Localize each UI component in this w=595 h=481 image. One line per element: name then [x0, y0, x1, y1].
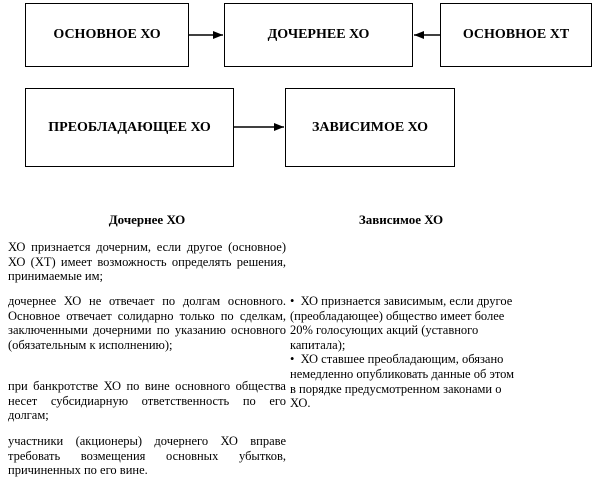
list-item [290, 352, 522, 410]
left-paragraph-1: ХО признается дочерним, если другое (основное) ХО (ХТ) имеет возможность определять решения, принимаемые им; [8, 240, 286, 284]
bullet-icon: • [290, 352, 295, 367]
right-column-title: Зависимое ХО [358, 212, 444, 227]
node-subsidiary-xo-label: ДОЧЕРНЕЕ ХО [267, 27, 370, 42]
left-paragraph-4: участники (акционеры) дочернего ХО вправе требовать возмещения основных убытков, причиненных по его вине. [8, 434, 286, 478]
diagram-arrows [0, 0, 595, 200]
node-main-xo-label: ОСНОВНОЕ ХО [53, 27, 161, 42]
list-item [290, 294, 522, 352]
bullet-icon: • [290, 294, 295, 308]
node-dominant-xo-label: ПРЕОБЛАДАЮЩЕЕ ХО [48, 119, 211, 135]
node-dependent-xo-label: ЗАВИСИМОЕ ХО [312, 119, 428, 135]
node-main-xt-label: ОСНОВНОЕ ХТ [462, 27, 570, 42]
right-bullet-list [290, 294, 522, 411]
left-column-title: Дочернее ХО [108, 212, 186, 227]
right-item-2-text: ХО ставшее преобладающим, обязано немедленно опубликовать данные об этом в порядке предусмотренном законами о ХО. [290, 352, 515, 411]
left-paragraph-2: дочернее ХО не отвечает по долгам основного. Основное отвечает солидарно только по сделкам, заключенными дочерними по указанию основного (обязательным к исполнению); [8, 294, 286, 352]
left-paragraph-3: при банкротстве ХО по вине основного общества несет субсидиарную ответственность по его долгам; [8, 379, 286, 423]
right-item-1-text: ХО признается зависимым, если другое (преобладающее) общество имеет более 20% голосующих акций (уставного капитала); [290, 294, 513, 352]
